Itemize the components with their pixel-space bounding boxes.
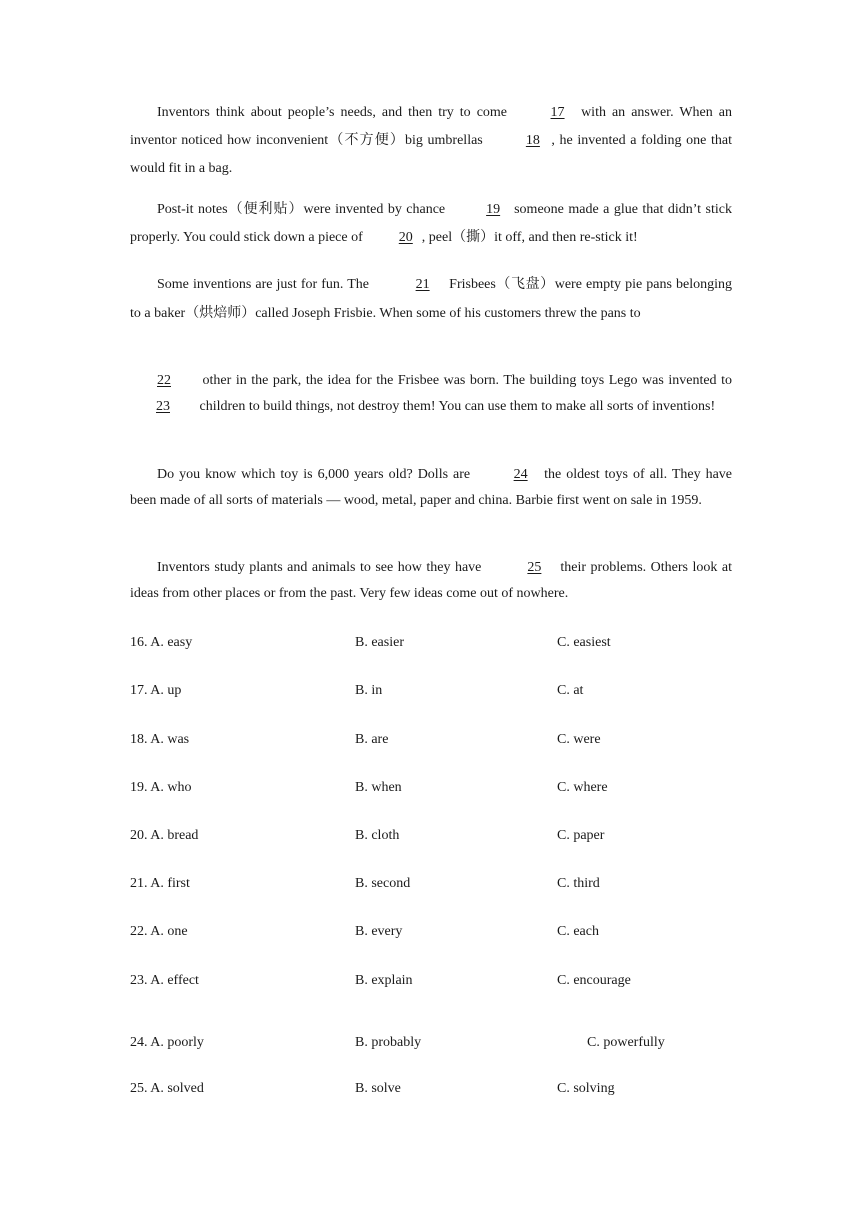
question-24-options [130, 1032, 732, 1054]
option-24-a[interactable]: 24. A. poorly [130, 1035, 204, 1050]
question-25-options [130, 1078, 732, 1100]
option-23-b[interactable]: B. explain [355, 973, 413, 988]
option-21-c[interactable]: C. third [557, 876, 600, 891]
passage-text: the oldest toys of all. They have been made of all sorts of materials — wood, metal, paper and china. Barbie first went on sale in 1959. [130, 467, 733, 508]
passage-text: Inventors study plants and animals to see how they have [157, 560, 486, 575]
passage-text: Inventors think about people’s needs, and then try to come [157, 105, 514, 120]
passage-text: with an answer. When an inventor noticed how inconvenient（不方便）big umbrellas [130, 105, 732, 148]
blank-20: 20 [398, 230, 413, 245]
option-20-a[interactable]: 20. A. bread [130, 828, 199, 843]
option-23-a[interactable]: 23. A. effect [130, 973, 199, 988]
option-24-b[interactable]: B. probably [355, 1035, 422, 1050]
blank-22: 22 [157, 373, 171, 388]
blank-19: 19 [486, 202, 501, 217]
passage-paragraph-1 [130, 99, 732, 183]
question-23-options [130, 970, 732, 992]
option-25-b[interactable]: B. solve [355, 1081, 401, 1096]
blank-18: 18 [525, 133, 540, 148]
option-24-c[interactable]: C. powerfully [587, 1035, 665, 1050]
option-18-c[interactable]: C. were [557, 732, 601, 747]
passage-text: , peel（撕）it off, and then re-stick it! [418, 230, 638, 245]
blank-25: 25 [527, 560, 542, 575]
blank-24: 24 [513, 467, 528, 482]
blank-21: 21 [415, 277, 430, 292]
option-18-a[interactable]: 18. A. was [130, 732, 190, 747]
passage-paragraph-2 [130, 196, 732, 252]
blank-17: 17 [550, 105, 565, 120]
question-19-options [130, 777, 732, 799]
question-20-options [130, 825, 732, 847]
option-17-c[interactable]: C. at [557, 683, 584, 698]
option-25-c[interactable]: C. solving [557, 1081, 615, 1096]
question-22-options [130, 921, 732, 943]
option-17-a[interactable]: 17. A. up [130, 683, 182, 698]
question-21-options [130, 873, 732, 895]
passage-paragraph-6 [130, 555, 732, 607]
passage-text: their problems. Others look at ideas from other places or from the past. Very few ideas come out of nowhere. [130, 560, 732, 601]
option-22-c[interactable]: C. each [557, 924, 599, 939]
option-19-b[interactable]: B. when [355, 780, 402, 795]
option-19-a[interactable]: 19. A. who [130, 780, 192, 795]
passage-text: someone made a glue that didn’t stick properly. You could stick down a piece of [130, 202, 732, 245]
option-20-b[interactable]: B. cloth [355, 828, 400, 843]
option-23-c[interactable]: C. encourage [557, 973, 631, 988]
passage-text: , he invented a folding one that would fit in a bag. [130, 133, 732, 176]
question-17-options [130, 680, 732, 702]
passage-paragraph-3 [130, 270, 732, 328]
passage-text: other in the park, the idea for the Frisbee was born. The building toys Lego was invented to [198, 373, 732, 388]
option-25-a[interactable]: 25. A. solved [130, 1081, 204, 1096]
option-16-b[interactable]: B. easier [355, 635, 404, 650]
option-21-a[interactable]: 21. A. first [130, 876, 190, 891]
passage-text: Some inventions are just for fun. The [157, 277, 374, 292]
passage-text: Do you know which toy is 6,000 years old? Dolls are [157, 467, 476, 482]
question-16-options [130, 632, 732, 654]
option-16-a[interactable]: 16. A. easy [130, 635, 193, 650]
option-19-c[interactable]: C. where [557, 780, 608, 795]
option-22-b[interactable]: B. every [355, 924, 403, 939]
option-21-b[interactable]: B. second [355, 876, 411, 891]
passage-text: children to build things, not destroy them! You can use them to make all sorts of inventions! [196, 399, 716, 414]
question-18-options [130, 729, 732, 751]
passage-paragraph-4 [130, 368, 732, 420]
option-17-b[interactable]: B. in [355, 683, 383, 698]
blank-23: 23 [156, 399, 170, 414]
passage-text: Post-it notes（便利贴）were invented by chance [157, 202, 450, 217]
option-16-c[interactable]: C. easiest [557, 635, 611, 650]
passage-paragraph-5 [130, 462, 732, 514]
passage-text: Frisbees（飞盘）were empty pie pans belonging to a baker（烘焙师）called Joseph Frisbie. When some of his customers threw the pans to [130, 277, 732, 321]
option-22-a[interactable]: 22. A. one [130, 924, 188, 939]
option-18-b[interactable]: B. are [355, 732, 389, 747]
option-20-c[interactable]: C. paper [557, 828, 605, 843]
